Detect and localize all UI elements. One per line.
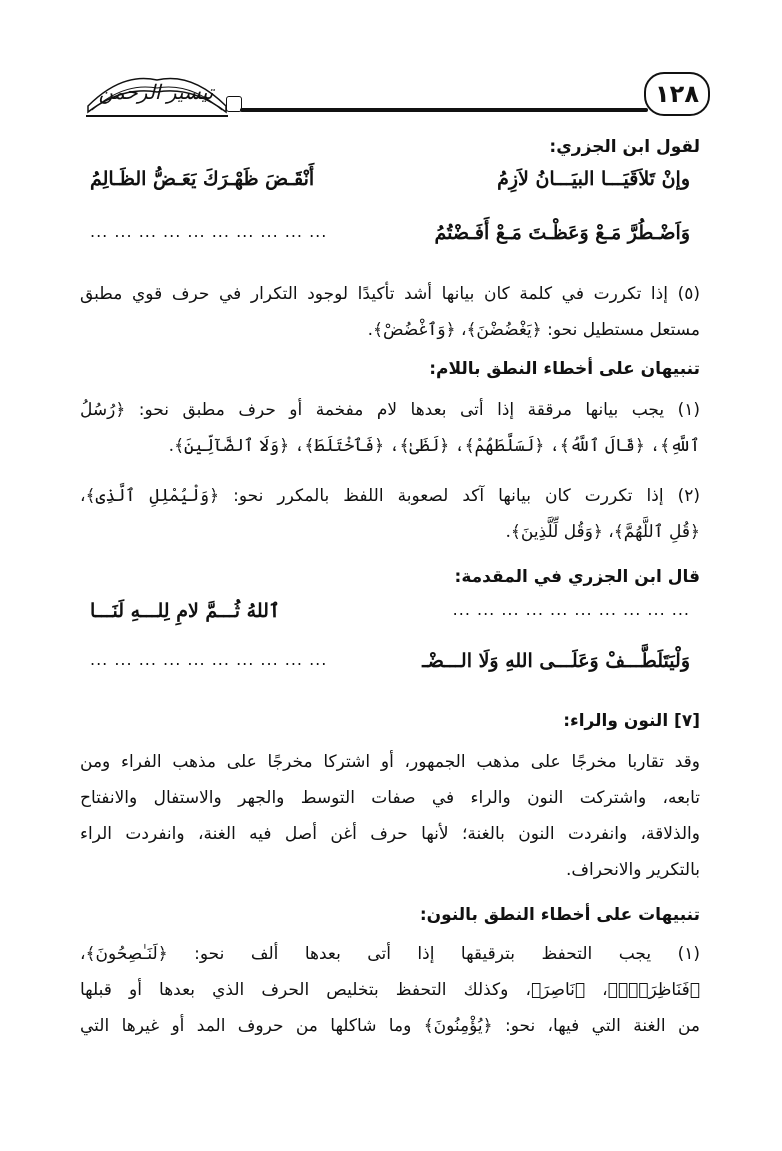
separator: ،: [455, 320, 467, 340]
page-number: ١٢٨: [655, 80, 699, 108]
verse-hemistich-right: وَلْيَتَلَطَّـــفْ وَعَلَـــى اللهِ وَلَا الـــضْـ: [422, 650, 690, 672]
verse-line-1: [80, 168, 700, 204]
quran-quote: ﴿يَغْضُضْنَ﴾: [466, 320, 542, 340]
section-nun-notes: [80, 898, 700, 932]
text-run: (١) يجب التحفظ بترقيقها إذا أتى بعدها ألف نحو:: [167, 944, 700, 964]
emblem-icon: [226, 96, 242, 112]
page-number-badge: [644, 72, 710, 116]
section-heading: تنبيهات على أخطاء النطق بالنون:: [419, 905, 700, 925]
nun-item-1-line-3: [80, 1008, 700, 1044]
lam-item-2-line-1: [80, 478, 700, 514]
section-muqaddima-verse: [80, 560, 700, 594]
separator: ،: [80, 486, 86, 506]
item-5-paragraph: [80, 276, 700, 348]
lam-item-1-line-2: ٱللَّهِ﴾، ﴿قَالَ ٱللَّهُ﴾، ﴿لَسَلَّطَهُمْ﴾، ﴿لَظَىٰ﴾، ﴿فَٱخْتَلَطَ﴾، ﴿وَلَا ٱلضَّآلِّينَ﴾.: [168, 436, 700, 456]
section-lam-notes: [80, 352, 700, 386]
quran-quote: ﴿لَنَـٰصِحُونَ﴾: [85, 944, 168, 964]
quran-quote: ﴿رُسُلُ: [80, 400, 126, 420]
page-header: [80, 62, 710, 132]
quran-quote: ﴿وَلْيُمْلِلِ ٱلَّذِى﴾: [85, 486, 220, 506]
verse-intro: قال ابن الجزري في المقدمة:: [454, 567, 700, 587]
nun-item-1-line-1: [80, 936, 700, 972]
item-5-line-1: (٥) إذا تكررت في كلمة كان بيانها أشد تأكيدًا لوجود التكرار في حرف قوي مطبق: [80, 284, 700, 304]
text-run: (٢) إذا تكررت كان بيانها آكد لصعوبة اللفظ بالمكرر نحو:: [219, 486, 700, 506]
verse-hemistich-left: ٱللهُ ثُـــمَّ لامِ لِلـــهِ لَنَـــا: [90, 600, 281, 622]
verse-ellipsis: ... ... ... ... ... ... ... ... ... ...: [90, 222, 328, 241]
full-stop: .: [367, 320, 373, 340]
verse-hemistich-left: أَنْقَـضَ ظَهْـرَكَ يَعَـضُّ الظَـالِمُ: [90, 168, 315, 190]
text-run: ، وكذلك التحفظ بتخليص الحرف الذي بعدها أو قبلها: [80, 980, 531, 1000]
nun-item-1-line-2: [80, 972, 700, 1008]
verse-hemistich-right: وَاَضْـطُرَّ مَـعْ وَعَظْـتَ مَـعْ أَفَـضْتُمُ: [434, 222, 690, 244]
verse-hemistich-right: وإنْ تَلاَقَيَـــا البيَـــانُ لاَزِمُ: [497, 168, 690, 190]
lam-item-2-line-2: ﴿قُلِ ٱللَّهُمَّ﴾، ﴿وَقُل لِّلَّذِينَ﴾.: [505, 522, 700, 542]
quran-quote: ﴿يُؤْمِنُونَ﴾: [423, 1016, 493, 1036]
text-run: من الغنة التي فيها، نحو:: [492, 1016, 700, 1036]
paragraph-line: بالتكرير والانحراف.: [566, 860, 700, 880]
book-title: تيسير الرحمن: [98, 80, 214, 104]
verse-line-4: [80, 650, 700, 686]
section-heading: تنبيهان على أخطاء النطق باللام:: [429, 359, 700, 379]
nun-item-1: [80, 936, 700, 1044]
header-rule: [240, 108, 648, 112]
paragraph-line: وقد تقاربا مخرجًا على مذهب الجمهور، أو اشتركا مخرجًا على مذهب الفراء ومن: [80, 752, 700, 772]
lam-item-2: [80, 478, 700, 550]
quran-quote: ﴿فَنَاظِرَةُۢ﴾، ﴿نَاصِرَ﴾: [530, 980, 700, 1000]
verse-line-3: [80, 600, 700, 636]
paragraph-line: تابعه، واشتركت النون والراء في صفات التوسط والجهر والاستفال والانفتاح: [80, 788, 700, 808]
section-nun-ra: [80, 704, 700, 738]
section-heading: [٧] النون والراء:: [563, 711, 700, 731]
text-run: مستعل مستطيل نحو:: [541, 320, 700, 340]
paragraph-line: والذلاقة، وانفردت النون بالغنة؛ لأنها حرف أغن أصل فيه الغنة، وانفردت الراء: [80, 824, 700, 844]
lam-item-1: [80, 392, 700, 464]
nun-ra-paragraph: [80, 744, 700, 888]
quran-quote: ﴿وَٱغْضُضْ﴾: [373, 320, 456, 340]
section-ibn-jazari-verse: [80, 130, 700, 164]
verse-line-2: [80, 222, 700, 258]
verse-ellipsis: ... ... ... ... ... ... ... ... ... ...: [90, 650, 328, 669]
lam-item-1-line-1: [80, 392, 700, 428]
verse-ellipsis: ... ... ... ... ... ... ... ... ... ...: [452, 600, 690, 619]
text-run: (١) يجب بيانها مرققة إذا أتى بعدها لام مفخمة أو حرف مطبق نحو:: [125, 400, 700, 420]
verse-intro: لقول ابن الجزري:: [549, 137, 700, 157]
separator: ،: [80, 944, 86, 964]
item-5-line-2: [80, 312, 700, 348]
text-run: وما شاكلها من حروف المد أو غيرها التي: [80, 1016, 424, 1036]
